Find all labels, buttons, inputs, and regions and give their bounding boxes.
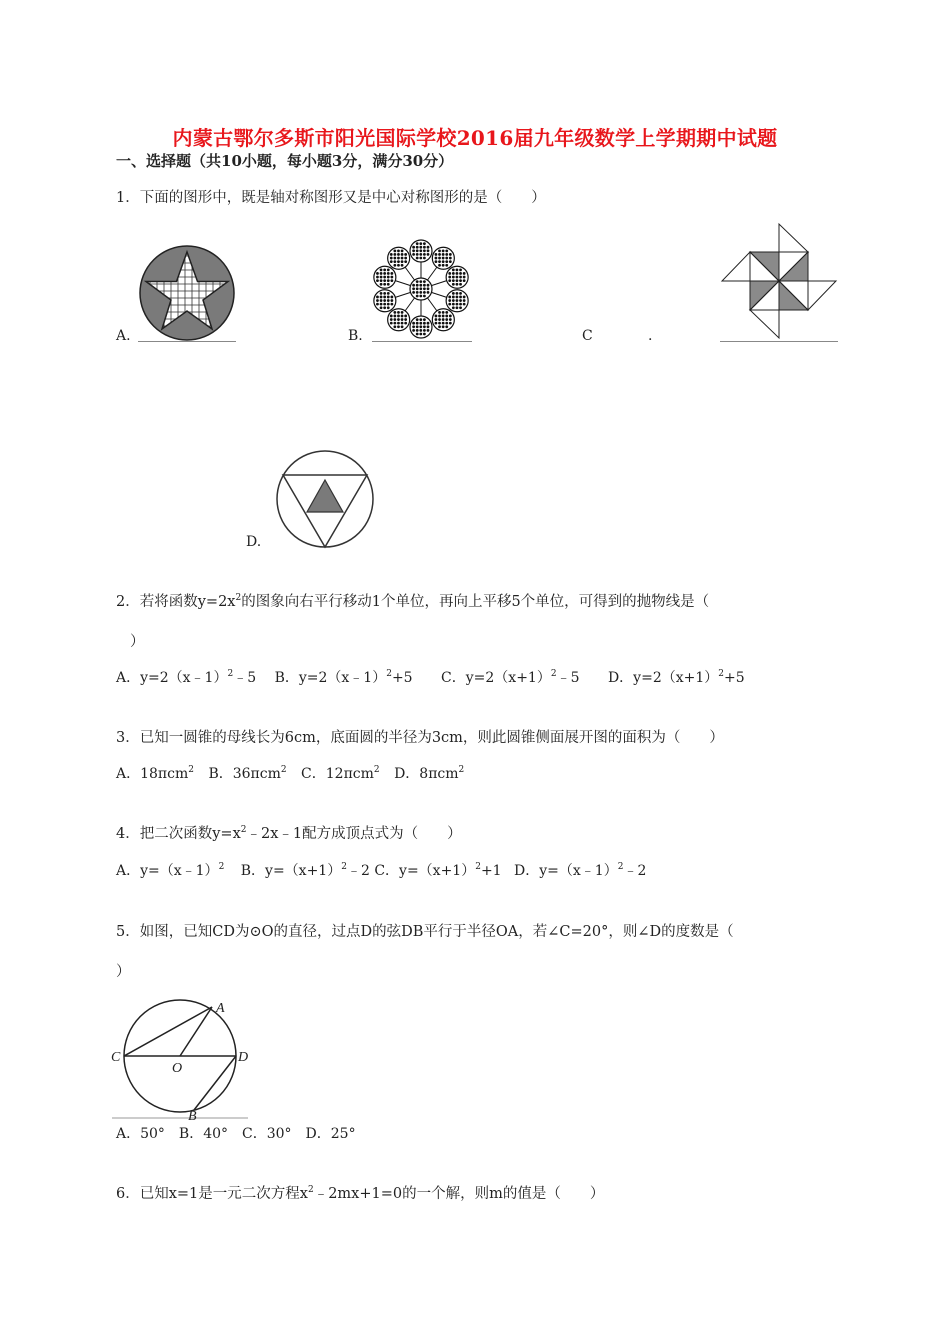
- q1-option-c-label: C: [582, 328, 593, 344]
- q2-option-d: D．$y=2(x+1)^2+5$: [607, 669, 745, 686]
- q6-superscript: 2: [307, 1185, 314, 1195]
- triangle-in-circle-figure: [272, 450, 378, 550]
- q6-stem-part2: ﹣2mx+1=0的一个解，则m的值是（ ）: [313, 1186, 605, 1202]
- petal-circle: [410, 240, 432, 262]
- q4-option-a: A．y=（x﹣1）$^2$: [116, 862, 225, 879]
- point-b-label: B: [188, 1109, 197, 1122]
- point-o-label: O: [172, 1061, 183, 1076]
- q4-options: [116, 861, 646, 881]
- q4-superscript: 2: [240, 825, 247, 835]
- q4-option-c: C．$y=(x+1)^2+1$: [374, 862, 502, 879]
- q1-option-a-label: A.: [116, 328, 131, 344]
- petal-circle: [388, 247, 410, 269]
- q3-option-a: A．18πcm$^2$: [116, 765, 194, 782]
- q3-stem: 3．已知一圆锥的母线长为6cm，底面圆的半径为3cm，则此圆锥侧面展开图的面积为（ ）: [116, 730, 724, 746]
- q2-stem-part2: 的图象向右平行移动1个单位，再向上平移5个单位，可得到的抛物线是（: [241, 594, 710, 610]
- q1-a-underline: [138, 341, 236, 342]
- pinwheel-figure: [720, 222, 838, 340]
- q1-option-b-label: B.: [348, 328, 363, 344]
- center-circle: [410, 278, 432, 300]
- petal-circle: [432, 309, 454, 331]
- q4-stem: [116, 824, 462, 844]
- petal-circle: [446, 290, 468, 312]
- q4-stem-part1: 4．把二次函数y=x: [116, 826, 241, 842]
- q2-options: [116, 668, 745, 688]
- petal-circle: [410, 316, 432, 338]
- q2-stem-close: ）: [130, 634, 145, 650]
- petal-circle: [432, 247, 454, 269]
- q2-stem-part1: 2．若将函数y=2x: [116, 594, 236, 610]
- circle-diameter-figure: [108, 996, 260, 1122]
- point-c-label: C: [111, 1050, 121, 1065]
- petal-circle: [374, 290, 396, 312]
- point-d-label: D: [238, 1050, 249, 1065]
- section-heading: 一、选择题（共10小题，每小题3分，满分30分）: [116, 152, 454, 170]
- q2-option-a: A．y=2（x﹣1）$^2$﹣5: [116, 669, 257, 686]
- q3-option-c: C．12πcm$^2$: [301, 765, 380, 782]
- q4-option-b: B．$y=(x+1)^2﹣2$: [240, 862, 370, 879]
- star-in-circle-figure: [138, 244, 236, 342]
- q1-option-c-dot: .: [648, 328, 653, 344]
- q1-c-underline: [720, 341, 838, 342]
- flower-circles-figure: [370, 238, 472, 340]
- q3-option-d: D．8πcm$^2$: [394, 765, 465, 782]
- q1-stem: 1．下面的图形中，既是轴对称图形又是中心对称图形的是（ ）: [116, 190, 546, 206]
- q2-option-b: B．y=2（x﹣1）$^2$+5: [274, 669, 413, 686]
- q1-option-d-label: D.: [246, 534, 262, 550]
- document-title: 内蒙古鄂尔多斯市阳光国际学校2016届九年级数学上学期期中试题: [172, 126, 778, 150]
- point-a-label: A: [216, 1001, 225, 1016]
- q4-option-d: D．y=（x﹣1）$^2$﹣2: [514, 862, 647, 879]
- q5-options: A．50° B．40° C．30° D．25°: [116, 1126, 356, 1142]
- q3-option-b: B．36πcm$^2$: [208, 765, 287, 782]
- q2-stem: [116, 592, 709, 612]
- q6-stem-part1: 6．已知x=1是一元二次方程x: [116, 1186, 308, 1202]
- q2-option-c: C．$y=2(x+1)^2﹣5$: [441, 669, 580, 686]
- q3-options: [116, 764, 464, 784]
- petal-circle: [374, 266, 396, 288]
- q6-stem: [116, 1184, 604, 1204]
- q5-stem: 5．如图，已知CD为⊙O的直径，过点D的弦DB平行于半径OA，若∠C=20°，则∠D的度数是（: [116, 924, 734, 940]
- petal-circle: [446, 266, 468, 288]
- q1-b-underline: [372, 341, 472, 342]
- q5-stem-close: ）: [116, 964, 131, 980]
- petal-circle: [388, 309, 410, 331]
- q2-superscript: 2: [235, 593, 242, 603]
- q4-stem-part2: ﹣2x﹣1配方成顶点式为（ ）: [246, 826, 462, 842]
